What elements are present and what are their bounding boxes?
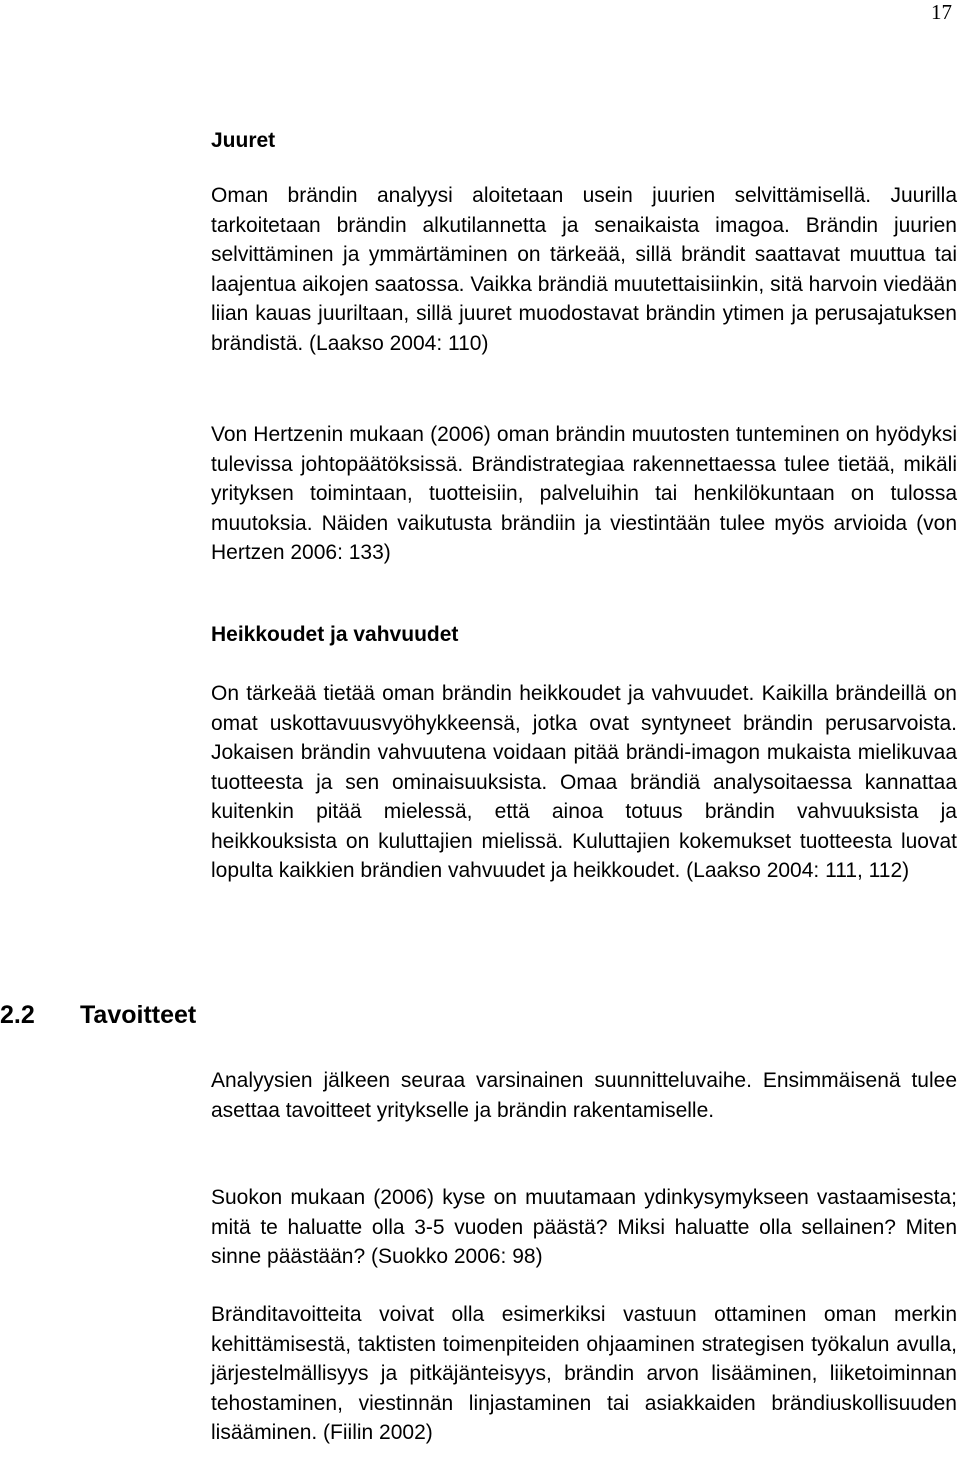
paragraph-text: Von Hertzenin mukaan (2006) oman brändin muutosten tunteminen on hyödyksi tulevissa johtopäätöksissä. Brändistrategiaa rakennettaessa tulee tietää, mikäli yrityksen toimintaan, tuotteisiin, palveluihin tai henkilökuntaan on tulossa muutoksia. Näiden vaikutusta brändiin ja viestintään tulee myös arvioida (von Hertzen 2006: 133) — [211, 423, 957, 564]
section-number: 2.2 — [0, 1001, 35, 1029]
paragraph-heikkoudet-1 — [211, 679, 957, 886]
section-heading — [0, 1000, 260, 1030]
paragraph-text: Oman brändin analyysi aloitetaan usein juurien selvittämisellä. Juurilla tarkoitetaan brändin alkutilannetta ja senaikaista imagoa. Brändin juurien selvittäminen ja ymmärtäminen on tärkeää, sillä brändit saattavat muuttua tai laajentua aikojen saatossa. Vaikka brändiä muutettaisiinkin, sitä harvoin viedään liian kauas juuriltaan, sillä juuret muodostavat brändin ytimen ja perusajatuksen brändistä. (Laakso 2004: 110) — [211, 184, 957, 355]
subheading-heikkoudet: Heikkoudet ja vahvuudet — [211, 623, 459, 646]
subheading-juuret: Juuret — [211, 129, 276, 152]
paragraph-tavoitteet-3 — [211, 1300, 957, 1448]
section-title: Tavoitteet — [80, 1001, 197, 1029]
paragraph-text: Bränditavoitteita voivat olla esimerkiksi vastuun ottaminen oman merkin kehittämisestä, taktisten toimenpiteiden ohjaaminen strategisen työkalun avulla, järjestelmällisyys ja pitkäjänteisyys, brändin arvon lisääminen, liiketoiminnan tehostaminen, viestinnän linjastaminen tai asiakkaiden brändiuskollisuuden lisääminen. (Fiilin 2002) — [211, 1303, 957, 1444]
paragraph-tavoitteet-1 — [211, 1066, 957, 1125]
paragraph-text: Analyysien jälkeen seuraa varsinainen suunnitteluvaihe. Ensimmäisenä tulee asettaa tavoitteet yritykselle ja brändin rakentamiselle. — [211, 1069, 957, 1122]
paragraph-juuret-1 — [211, 181, 957, 358]
paragraph-juuret-2 — [211, 420, 957, 568]
paragraph-text: Suokon mukaan (2006) kyse on muutamaan ydinkysymykseen vastaamisesta; mitä te haluatte olla 3-5 vuoden päästä? Miksi haluatte olla sellainen? Miten sinne päästään? (Suokko 2006: 98) — [211, 1186, 957, 1268]
page-number: 17 — [931, 0, 952, 24]
paragraph-text: On tärkeää tietää oman brändin heikkoudet ja vahvuudet. Kaikilla brändeillä on omat uskottavuusvyöhykkeensä, jotka ovat syntyneet brändin perusarvoista. Jokaisen brändin vahvuutena voidaan pitää brändi-imagon mukaista mielikuvaa tuotteesta ja sen ominaisuuksista. Omaa brändiä analysoitaessa kannattaa kuitenkin pitää mielessä, että ainoa totuus brändin vahvuuksista ja heikkouksista on kuluttajien mielissä. Kuluttajien kokemukset tuotteesta luovat lopulta kaikkien brändien vahvuudet ja heikkoudet. (Laakso 2004: 111, 112) — [211, 682, 957, 882]
paragraph-tavoitteet-2 — [211, 1183, 957, 1272]
